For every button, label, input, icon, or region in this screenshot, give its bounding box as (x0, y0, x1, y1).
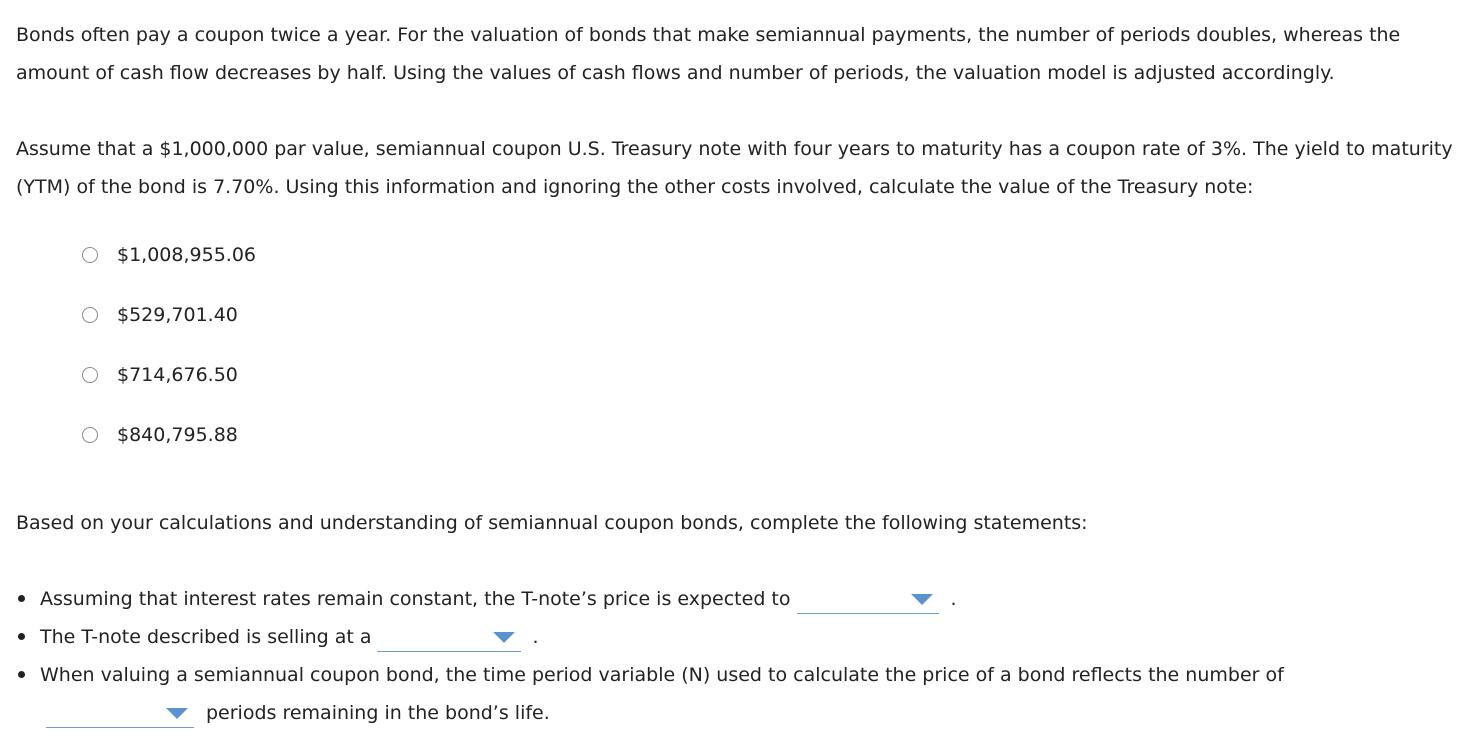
bullet-icon (18, 671, 25, 678)
dropdown-arrow-icon[interactable] (166, 708, 188, 719)
answer-option[interactable] (82, 420, 256, 450)
statements-prompt: Based on your calculations and understanding of semiannual coupon bonds, complete the following statements: (16, 512, 1088, 534)
bullet-icon (18, 633, 25, 640)
statement-price-trend (16, 580, 1456, 618)
answer-options (82, 240, 256, 480)
answer-option-label: $1,008,955.06 (117, 244, 257, 266)
radio-button[interactable] (82, 247, 98, 263)
answer-option-label: $529,701.40 (117, 304, 238, 326)
question-paragraph: Assume that a $1,000,000 par value, semiannual coupon U.S. Treasury note with four years to maturity has a coupon rate of 3%. The yield to maturity (YTM) of the bond is 7.70%. Using this information and ignoring the other costs involved, calculate the value of the Treasury note: (16, 138, 1453, 198)
period-type-dropdown[interactable] (46, 703, 194, 728)
statement-text: When valuing a semiannual coupon bond, the time period variable (N) used to calculate the price of a bond reflects the number of (40, 664, 1284, 686)
answer-option[interactable] (82, 240, 256, 270)
answer-option[interactable] (82, 300, 256, 330)
statement-line (40, 694, 1456, 732)
dropdown-arrow-icon[interactable] (493, 632, 515, 643)
statement-text: The T-note described is selling at a (40, 626, 372, 648)
statement-end: . (950, 588, 957, 610)
radio-button[interactable] (82, 367, 98, 383)
dropdown-arrow-icon[interactable] (911, 594, 933, 605)
answer-option-label: $840,795.88 (117, 424, 238, 446)
statement-end: . (532, 626, 539, 648)
intro-paragraph: Bonds often pay a coupon twice a year. For the valuation of bonds that make semiannual payments, the number of periods doubles, whereas the amount of cash flow decreases by half. Using the values of cash flows and number of periods, the valuation model is adjusted accordingly. (16, 24, 1401, 84)
price-trend-dropdown[interactable] (797, 589, 939, 614)
bullet-icon (18, 595, 25, 602)
statement-end: periods remaining in the bond’s life. (206, 702, 550, 724)
statement-time-period (16, 656, 1456, 732)
statement-selling-at (16, 618, 1456, 656)
radio-button[interactable] (82, 307, 98, 323)
radio-button[interactable] (82, 427, 98, 443)
statement-list (16, 580, 1456, 732)
answer-option[interactable] (82, 360, 256, 390)
statement-text: Assuming that interest rates remain constant, the T-note’s price is expected to (40, 588, 791, 610)
answer-option-label: $714,676.50 (117, 364, 238, 386)
selling-at-dropdown[interactable] (377, 627, 521, 652)
